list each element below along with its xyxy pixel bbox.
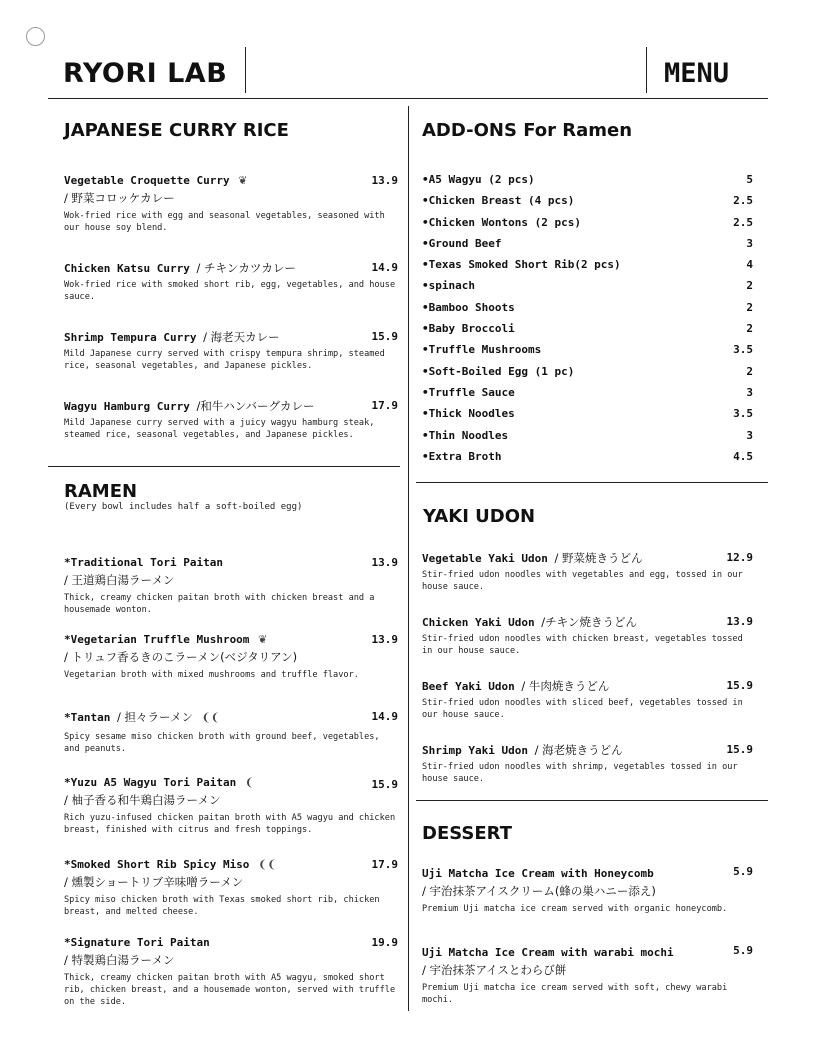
chili-icon: ❨❨ — [201, 711, 221, 724]
item-price: 17.9 — [371, 858, 398, 871]
item-name: Wagyu Hamburg Curry — [64, 400, 190, 413]
addon-name: •Chicken Breast (4 pcs) — [422, 194, 575, 208]
list-item — [422, 321, 753, 342]
item-name: *Vegetarian Truffle Mushroom — [64, 633, 250, 646]
list-item — [422, 257, 753, 278]
item-price: 15.9 — [726, 679, 753, 692]
section-title-addons: ADD-ONS For Ramen — [422, 120, 633, 141]
header-rule — [48, 98, 768, 99]
item-header — [64, 174, 398, 188]
item-name: Shrimp Tempura Curry — [64, 331, 197, 344]
header-divider-right — [646, 47, 647, 93]
item-header — [422, 867, 753, 881]
item-name: *Yuzu A5 Wagyu Tori Paitan — [64, 776, 237, 789]
item-japanese-name: / 海老焼きうどん — [534, 743, 623, 757]
addon-name: •Soft-Boiled Egg (1 pc) — [422, 364, 575, 378]
item-price: 14.9 — [371, 261, 398, 274]
addon-price: 2 — [746, 322, 753, 336]
addon-price: 3.5 — [733, 343, 753, 357]
item-japanese-name: / 宇治抹茶アイスとわらび餅 — [422, 963, 567, 977]
item-description: Vegetarian broth with mixed mushrooms and truffle flavor. — [64, 670, 359, 680]
addon-price: 3 — [746, 428, 753, 442]
item-japanese-name: / 王道鶏白湯ラーメン — [64, 573, 175, 587]
item-japanese-name: / トリュフ香るきのこラーメン(ベジタリアン) — [64, 650, 298, 664]
addon-name: •Chicken Wontons (2 pcs) — [422, 215, 581, 229]
item-japanese-name: / 柚子香る和牛鶏白湯ラーメン — [64, 793, 221, 807]
item-description: Wok-fried rice with egg and seasonal vegetables, seasoned with our house soy blend. — [64, 211, 385, 233]
list-item — [422, 193, 753, 214]
item-header — [64, 556, 398, 570]
menu-item — [64, 174, 398, 234]
item-japanese-name: / 燻製ショートリブ辛味噌ラーメン — [64, 875, 244, 889]
item-description: Thick, creamy chicken paitan broth with chicken breast and a housemade wonton. — [64, 593, 375, 615]
column-divider — [408, 106, 409, 1011]
item-japanese-name: / 野菜コロッケカレー — [64, 191, 175, 205]
item-name: Shrimp Yaki Udon — [422, 744, 528, 757]
list-item — [422, 449, 753, 470]
item-price: 15.9 — [371, 330, 398, 343]
section-title-dessert: DESSERT — [422, 823, 512, 844]
menu-item — [422, 679, 753, 721]
item-description: Premium Uji matcha ice cream served with organic honeycomb. — [422, 904, 728, 914]
addon-price: 2 — [746, 279, 753, 293]
item-price: 13.9 — [371, 633, 398, 646]
addon-price: 2.5 — [733, 215, 753, 229]
item-description: Stir-fried udon noodles with vegetables and egg, tossed in our house sauce. — [422, 570, 743, 592]
leaf-icon: ❦ — [238, 174, 248, 187]
item-description: Wok-fried rice with smoked short rib, egg, vegetables, and house sauce. — [64, 280, 396, 302]
addon-price: 2.5 — [733, 194, 753, 208]
ramen-note: (Every bowl includes half a soft-boiled egg) — [64, 502, 303, 512]
item-header — [64, 936, 398, 950]
menu-item — [64, 330, 398, 372]
list-item — [422, 236, 753, 257]
list-item — [422, 406, 753, 427]
item-japanese-name: /チキン焼きうどん — [541, 615, 637, 629]
menu-item — [422, 615, 753, 657]
addon-price: 3 — [746, 385, 753, 399]
addon-price: 3.5 — [733, 407, 753, 421]
item-price: 13.9 — [726, 615, 753, 628]
addon-price: 3 — [746, 236, 753, 250]
chili-icon: ❨ — [244, 776, 255, 789]
item-header — [422, 743, 753, 758]
list-item — [422, 215, 753, 236]
menu-title: MENU — [664, 58, 730, 89]
addon-name: •A5 Wagyu (2 pcs) — [422, 173, 535, 186]
item-japanese-name: / 宇治抹茶アイスクリーム(蜂の巣ハニー添え) — [422, 884, 656, 898]
list-item — [422, 278, 753, 299]
addon-price: 4.5 — [733, 449, 753, 463]
item-name: *Tantan — [64, 711, 111, 724]
item-name: Uji Matcha Ice Cream with Honeycomb — [422, 867, 654, 880]
item-header — [64, 399, 398, 414]
item-header — [64, 330, 398, 345]
item-name: Chicken Katsu Curry — [64, 262, 190, 275]
item-price: 15.9 — [371, 778, 398, 791]
item-name: Vegetable Croquette Curry — [64, 174, 230, 187]
item-price: 5.9 — [733, 865, 753, 878]
addon-name: •Baby Broccoli — [422, 322, 515, 336]
item-header — [64, 261, 398, 276]
addon-name: •Truffle Sauce — [422, 385, 515, 399]
menu-item — [64, 399, 398, 441]
item-name: Vegetable Yaki Udon — [422, 552, 548, 565]
item-price: 15.9 — [726, 743, 753, 756]
section-divider — [48, 466, 400, 467]
item-description: Stir-fried udon noodles with chicken breast, vegetables tossed in our house sauce. — [422, 634, 743, 656]
addon-name: •Bamboo Shoots — [422, 300, 515, 314]
item-header — [422, 946, 753, 960]
item-description: Rich yuzu-infused chicken paitan broth with A5 wagyu and chicken breast, finished with citrus and fresh toppings. — [64, 813, 396, 835]
menu-item — [64, 633, 398, 681]
addon-name: •Thin Noodles — [422, 428, 509, 442]
addon-name: •Thick Noodles — [422, 407, 515, 421]
menu-item — [422, 743, 753, 785]
item-japanese-name: / チキンカツカレー — [196, 261, 296, 275]
brand-logo: RYORI LAB — [63, 58, 228, 89]
item-description: Thick, creamy chicken paitan broth with A5 wagyu, smoked short rib, chicken breast, and a housemade wonton, served with truffle on the side. — [64, 973, 396, 1007]
item-price: 13.9 — [371, 556, 398, 569]
item-header — [422, 679, 753, 694]
header-divider-left — [245, 47, 246, 93]
section-title-udon: YAKI UDON — [423, 506, 536, 527]
item-description: Mild Japanese curry served with a juicy wagyu hamburg steak, steamed rice, seasonal vegetables, and Japanese pickles. — [64, 418, 375, 440]
item-description: Spicy sesame miso chicken broth with ground beef, vegetables, and peanuts. — [64, 732, 380, 754]
list-item — [422, 172, 753, 193]
item-description: Stir-fried udon noodles with sliced beef, vegetables tossed in our house sauce. — [422, 698, 743, 720]
menu-item — [422, 867, 753, 915]
menu-item — [64, 776, 398, 836]
section-divider — [416, 482, 768, 483]
addon-price: 4 — [746, 258, 753, 272]
item-price: 12.9 — [726, 551, 753, 564]
item-name: Chicken Yaki Udon — [422, 616, 535, 629]
section-title-ramen: RAMEN — [64, 481, 138, 502]
menu-item — [422, 551, 753, 593]
list-item — [422, 342, 753, 363]
section-title-curry: JAPANESE CURRY RICE — [64, 120, 289, 141]
addon-name: •Ground Beef — [422, 236, 502, 250]
menu-item — [422, 946, 753, 1006]
item-description: Mild Japanese curry served with crispy tempura shrimp, steamed rice, seasonal vegetables, and Japanese pickles. — [64, 349, 385, 371]
item-description: Stir-fried udon noodles with shrimp, vegetables tossed in our house sauce. — [422, 762, 738, 784]
addons-list — [422, 172, 753, 470]
addon-price: 2 — [746, 300, 753, 314]
list-item — [422, 364, 753, 385]
item-header — [422, 615, 753, 630]
menu-item — [64, 936, 398, 1008]
item-japanese-name: / 野菜焼きうどん — [554, 551, 643, 565]
item-name: Uji Matcha Ice Cream with warabi mochi — [422, 946, 674, 959]
list-item — [422, 428, 753, 449]
item-name: *Smoked Short Rib Spicy Miso — [64, 858, 250, 871]
item-header — [64, 710, 398, 725]
item-japanese-name: / 特製鶏白湯ラーメン — [64, 953, 175, 967]
menu-item — [64, 556, 398, 616]
punch-hole-mark — [26, 27, 45, 46]
list-item — [422, 300, 753, 321]
addon-price: 5 — [746, 173, 753, 186]
item-header — [422, 551, 753, 566]
menu-item — [64, 710, 398, 755]
item-price: 19.9 — [371, 936, 398, 949]
addon-name: •Truffle Mushrooms — [422, 343, 542, 357]
item-header — [64, 633, 398, 647]
item-japanese-name: / 海老天カレー — [203, 330, 280, 344]
menu-item — [64, 858, 398, 918]
addon-name: •spinach — [422, 279, 475, 293]
item-header — [64, 776, 398, 790]
item-price: 17.9 — [371, 399, 398, 412]
menu-item — [64, 261, 398, 303]
item-header — [64, 858, 398, 872]
item-description: Premium Uji matcha ice cream served with soft, chewy warabi mochi. — [422, 983, 728, 1005]
item-name: *Signature Tori Paitan — [64, 936, 210, 949]
addon-price: 2 — [746, 364, 753, 378]
chili-icon: ❨❨ — [258, 858, 277, 871]
addon-name: •Extra Broth — [422, 449, 502, 463]
item-price: 14.9 — [371, 710, 398, 723]
item-japanese-name: / 牛肉焼きうどん — [521, 679, 610, 693]
item-name: Beef Yaki Udon — [422, 680, 515, 693]
addon-name: •Texas Smoked Short Rib(2 pcs) — [422, 258, 621, 272]
item-japanese-name: /和牛ハンバーグカレー — [196, 399, 315, 413]
item-japanese-name: / 担々ラーメン — [116, 710, 193, 724]
item-price: 13.9 — [371, 174, 398, 187]
list-item — [422, 385, 753, 406]
item-name: *Traditional Tori Paitan — [64, 556, 223, 569]
leaf-icon: ❦ — [258, 633, 268, 646]
item-description: Spicy miso chicken broth with Texas smoked short rib, chicken breast, and melted cheese. — [64, 895, 380, 917]
item-price: 5.9 — [733, 944, 753, 957]
section-divider — [416, 800, 768, 801]
